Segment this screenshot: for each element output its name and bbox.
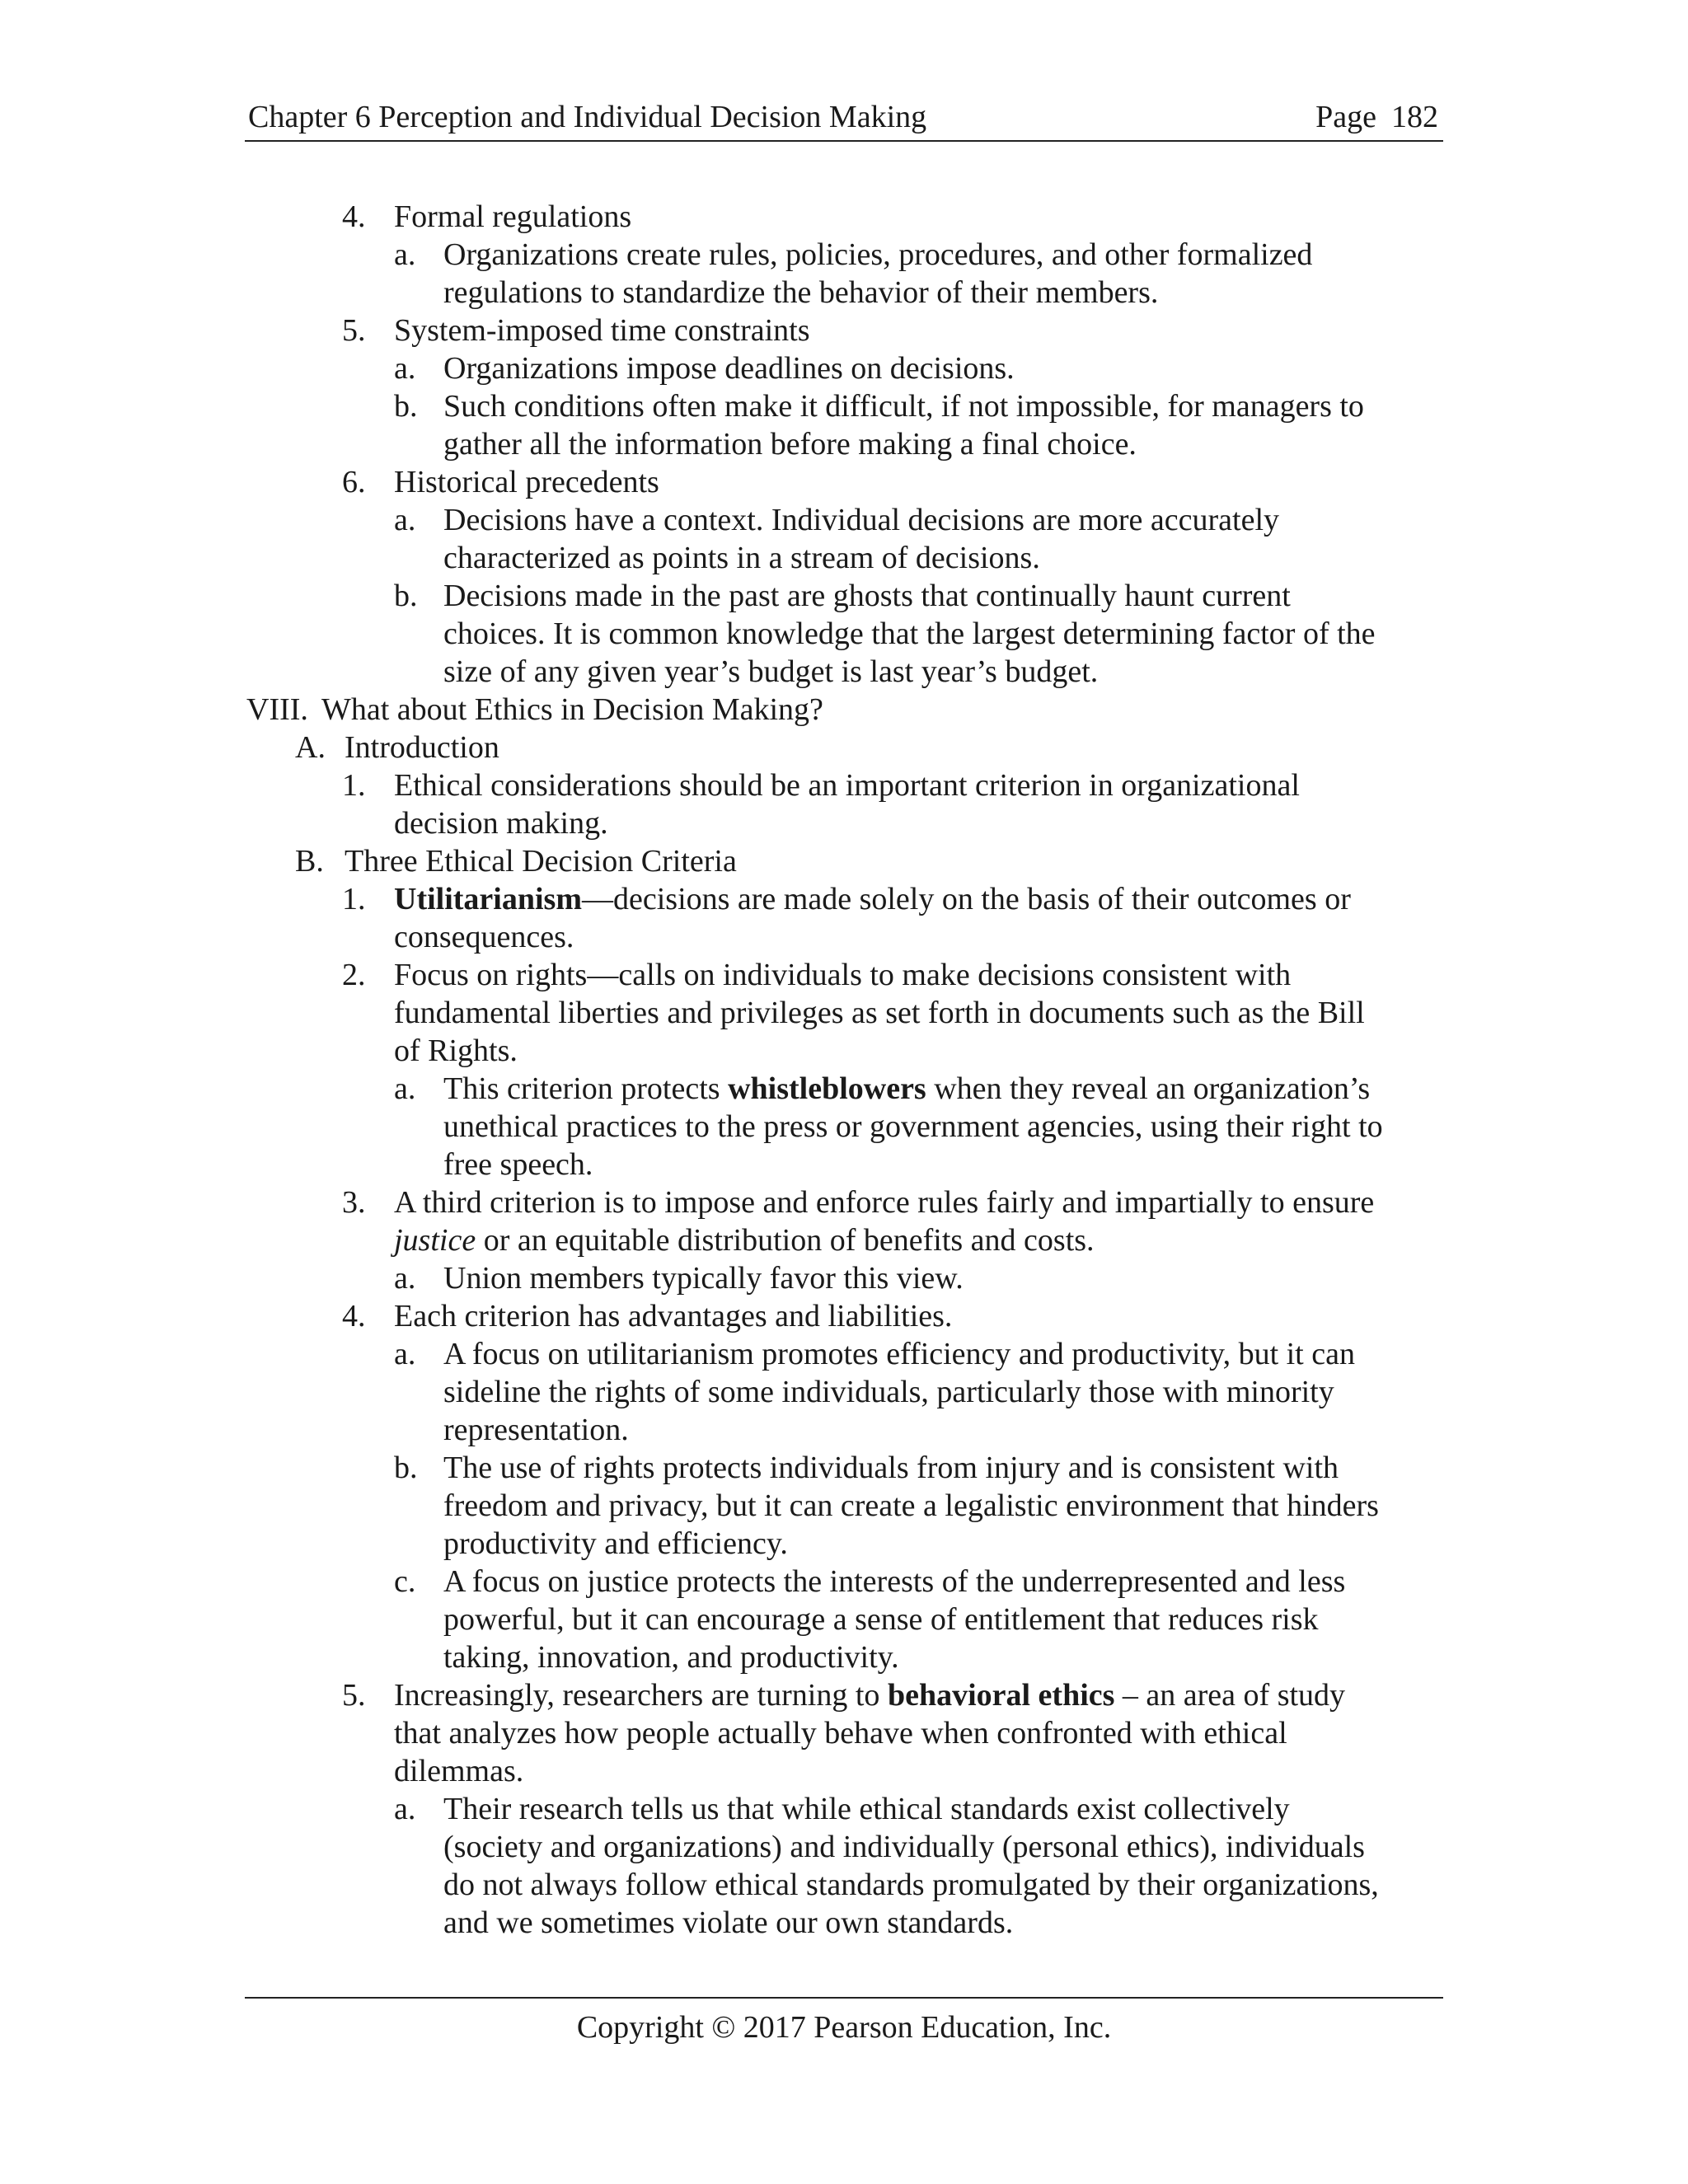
text-line: A focus on utilitarianism promotes efficiency and productivity, but it can (443, 1337, 1355, 1371)
text-line: Organizations impose deadlines on decisions. (443, 351, 1015, 386)
text-run: Increasingly, researchers are turning to (394, 1678, 888, 1713)
subitem-letter: a. (394, 1792, 416, 1826)
item-heading: Historical precedents (394, 465, 659, 499)
item-number: 3. (342, 1185, 366, 1220)
key-term: whistleblowers (728, 1071, 926, 1106)
page-footer (0, 2004, 1688, 2050)
text-line: Decisions have a context. Individual decisions are more accurately (443, 503, 1279, 537)
text-line: unethical practices to the press or government agencies, using their right to (443, 1109, 1383, 1144)
section-numeral: VIII. (246, 692, 308, 727)
text-line: Decisions made in the past are ghosts that continually haunt current (443, 579, 1291, 613)
text-line: sideline the rights of some individuals, particularly those with minority (443, 1375, 1334, 1409)
item-number: 1. (342, 882, 366, 916)
page-header (245, 94, 1443, 142)
text-run: This criterion protects (443, 1071, 729, 1106)
footer-divider (245, 1997, 1443, 1999)
subitem-letter: a. (394, 503, 416, 537)
text-line (394, 1221, 1095, 1259)
subitem-letter: b. (394, 389, 418, 424)
text-line: Their research tells us that while ethical standards exist collectively (443, 1792, 1290, 1826)
text-line: powerful, but it can encourage a sense of entitlement that reduces risk (443, 1602, 1319, 1637)
text-line: A focus on justice protects the interests of the underrepresented and less (443, 1564, 1346, 1599)
subitem-letter: a. (394, 1261, 416, 1296)
subsection-letter: A. (295, 730, 326, 765)
subsection-heading: Three Ethical Decision Criteria (345, 844, 737, 879)
text-line: productivity and efficiency. (443, 1526, 788, 1561)
chapter-title: Chapter 6 Perception and Individual Decision Making (248, 100, 927, 134)
text-run: —decisions are made solely on the basis of their outcomes or (581, 882, 1351, 916)
text-line: decision making. (394, 806, 608, 841)
text-line: do not always follow ethical standards promulgated by their organizations, (443, 1868, 1379, 1902)
page-number: 182 (1391, 100, 1438, 134)
text-run: – an area of study (1114, 1678, 1346, 1713)
subitem-letter: b. (394, 1451, 418, 1485)
text-line (394, 880, 1351, 918)
subsection-letter: B. (295, 844, 324, 879)
text-line: Union members typically favor this view. (443, 1261, 964, 1296)
italic-term: justice (394, 1223, 476, 1258)
text-line: dilemmas. (394, 1754, 524, 1788)
text-line: Each criterion has advantages and liabilities. (394, 1299, 953, 1333)
copyright-notice: Copyright © 2017 Pearson Education, Inc. (576, 2010, 1112, 2045)
item-number: 5. (342, 313, 366, 348)
text-line: representation. (443, 1413, 629, 1447)
text-line: and we sometimes violate our own standards. (443, 1905, 1014, 1940)
item-number: 4. (342, 1299, 366, 1333)
item-number: 4. (342, 199, 366, 234)
text-line: that analyzes how people actually behave when confronted with ethical (394, 1716, 1287, 1750)
key-term: Utilitarianism (394, 882, 582, 916)
subitem-letter: a. (394, 1337, 416, 1371)
text-line: regulations to standardize the behavior of their members. (443, 275, 1159, 310)
text-line: of Rights. (394, 1033, 518, 1068)
text-run: when they reveal an organization’s (926, 1071, 1371, 1106)
text-line: The use of rights protects individuals from injury and is consistent with (443, 1451, 1339, 1485)
text-line: taking, innovation, and productivity. (443, 1640, 899, 1675)
text-line: gather all the information before making a final choice. (443, 427, 1137, 462)
text-line: Organizations create rules, policies, procedures, and other formalized (443, 237, 1313, 272)
item-number: 6. (342, 465, 366, 499)
text-line: free speech. (443, 1147, 593, 1182)
subitem-letter: a. (394, 1071, 416, 1106)
subitem-letter: c. (394, 1564, 416, 1599)
text-line: Focus on rights—calls on individuals to make decisions consistent with (394, 958, 1292, 992)
text-run: or an equitable distribution of benefits and costs. (476, 1223, 1095, 1258)
section-heading: What about Ethics in Decision Making? (321, 692, 823, 727)
page-indicator (1301, 94, 1438, 140)
text-line: choices. It is common knowledge that the largest determining factor of the (443, 616, 1376, 651)
text-line: A third criterion is to impose and enforce rules fairly and impartially to ensure (394, 1185, 1375, 1220)
item-heading: System-imposed time constraints (394, 313, 810, 348)
text-line: freedom and privacy, but it can create a legalistic environment that hinders (443, 1488, 1379, 1523)
text-line: (society and organizations) and individually (personal ethics), individuals (443, 1830, 1365, 1864)
subitem-letter: a. (394, 351, 416, 386)
subsection-heading: Introduction (345, 730, 499, 765)
text-line: fundamental liberties and privileges as set forth in documents such as the Bill (394, 996, 1365, 1030)
subitem-letter: b. (394, 579, 418, 613)
page-label: Page (1315, 100, 1376, 134)
text-line: Such conditions often make it difficult, if not impossible, for managers to (443, 389, 1364, 424)
text-line: consequences. (394, 920, 574, 954)
item-heading: Formal regulations (394, 199, 632, 234)
key-term: behavioral ethics (887, 1678, 1115, 1713)
text-line: size of any given year’s budget is last year’s budget. (443, 654, 1099, 689)
item-number: 5. (342, 1678, 366, 1713)
text-line (443, 1070, 1370, 1108)
subitem-letter: a. (394, 237, 416, 272)
text-line (394, 1676, 1345, 1714)
item-number: 2. (342, 958, 366, 992)
text-line: characterized as points in a stream of decisions. (443, 541, 1040, 575)
text-line: Ethical considerations should be an important criterion in organizational (394, 768, 1300, 803)
item-number: 1. (342, 768, 366, 803)
